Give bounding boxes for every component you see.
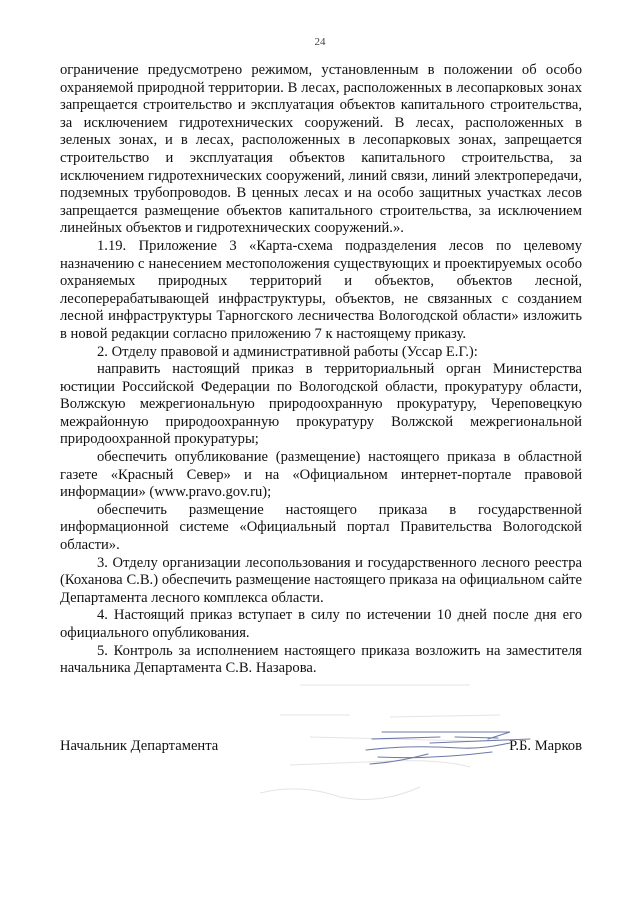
paragraph-send-order: направить настоящий приказ в территориальный орган Министерства юстиции Российской Федерации по Вологодской области, прокуратуру области, Волжскую межрегиональную природоохранную прокуратуру, Череповецкую межрайонную природоохранную прокуратуру Волжской межрегиональной природоохранной прокуратуры; — [60, 361, 582, 448]
paragraph-item-4: 4. Настоящий приказ вступает в силу по истечении 10 дней после дня его официального опубликования. — [60, 607, 582, 641]
signatory-title: Начальник Департамента — [60, 738, 219, 754]
paragraph-continuation: ограничение предусмотрено режимом, установленным в положении об особо охраняемой природной территории. В лесах, расположенных в лесопарковых зонах запрещается строительство и эксплуатация объектов капитального строительства, за исключением гидротехнических сооружений. В лесах, расположенных в зеленых зонах, и в лесах, расположенных в лесопарковых зонах, запрещается строительство и эксплуатация объектов капитального строительства, за исключением гидротехнических сооружений, линий связи, линий электропередачи, подземных трубопроводов. В ценных лесах и на особо защитных участках лесов запрещается размещение объектов капитального строительства, за исключением линейных объектов и гидротехнических сооружений.». — [60, 62, 582, 237]
page-number: 24 — [314, 36, 326, 48]
signatory-name: Р.Б. Марков — [509, 738, 582, 754]
paragraph-item-3: 3. Отделу организации лесопользования и государственного лесного реестра (Коханова С.В.) обеспечить размещение настоящего приказа на официальном сайте Департамента лесного комплекса области. — [60, 554, 582, 606]
document-body — [60, 62, 582, 678]
paragraph-item-5: 5. Контроль за исполнением настоящего приказа возложить на заместителя начальника Департамента С.В. Назарова. — [60, 642, 582, 677]
paragraph-publish-order: обеспечить опубликование (размещение) настоящего приказа в областной газете «Красный Север» и на «Официальном интернет-портале правовой информации» (www.pravo.gov.ru); — [60, 449, 582, 501]
paragraph-item-1-19: 1.19. Приложение 3 «Карта-схема подразделения лесов по целевому назначению с нанесением местоположения существующих и проектируемых особо охраняемых природных территорий и объектов, объектов лесной, лесоперерабатывающей инфраструктуры, объектов, не связанных с созданием лесной инфраструктуры Тарногского лесничества Вологодской области» изложить в новой редакции согласно приложению 7 к настоящему приказу. — [60, 237, 582, 342]
paragraph-item-2: 2. Отделу правовой и административной работы (Уссар Е.Г.): — [97, 343, 478, 360]
paragraph-portal-placement: обеспечить размещение настоящего приказа в государственной информационной системе «Официальный портал Правительства Вологодской области». — [60, 501, 582, 554]
